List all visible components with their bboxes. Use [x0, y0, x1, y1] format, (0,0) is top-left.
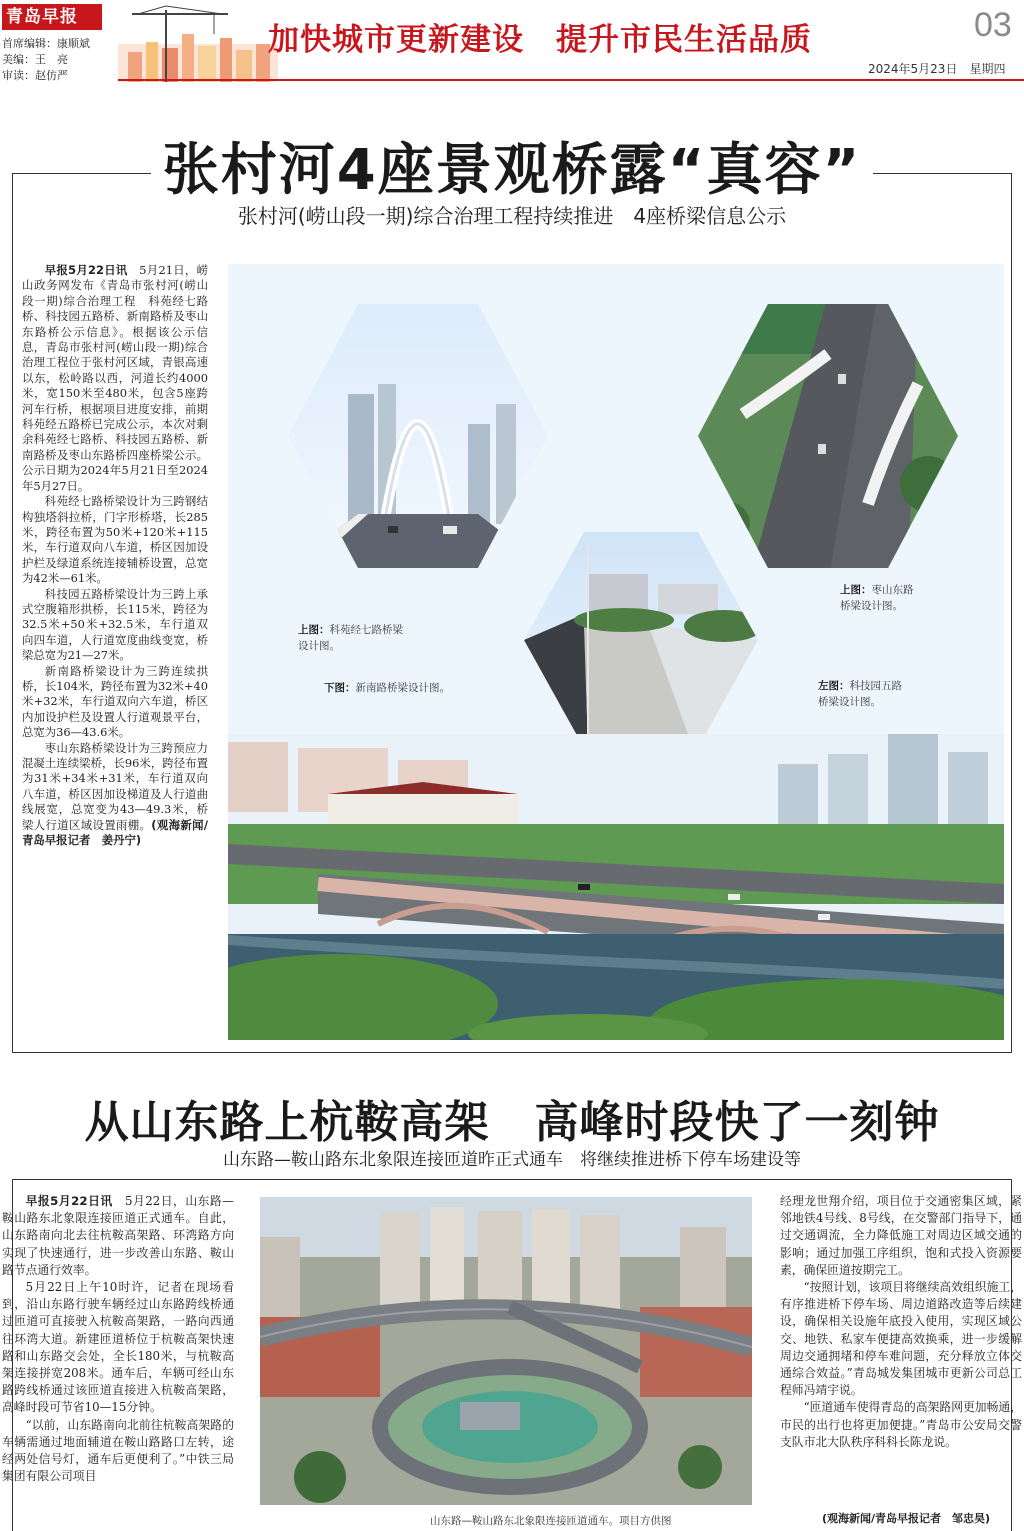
ramp-aerial-photo: [260, 1197, 752, 1505]
page-number: 03: [974, 6, 1012, 44]
article-2-paragraph: 经理龙世翔介绍，项目位于交通密集区域，紧邻地铁4号线、8号线，在交警部门指导下，通过交通调流，全力降低施工对周边区域交通的影响；通过加强工序组织，饱和式投入资源要素，确保匝道按期完工。: [780, 1194, 1022, 1277]
ramp-photo-caption: 山东路—鞍山路东北象限连接匝道通车。项目方供图: [430, 1515, 672, 1527]
article-2-paragraph: 早报5月22日讯 5月22日，山东路—鞍山路东北象限连接匝道正式通车。自此，山东路南向北去往杭鞍高架路、环湾路方向实现了快速通行，进一步改善山东路、鞍山路节点通行效率。: [2, 1194, 234, 1277]
issue-date: 2024年5月23日 星期四: [868, 62, 1006, 76]
article-2-headline: 从山东路上杭鞍高架 高峰时段快了一刻钟: [84, 1097, 940, 1148]
crane-skyline-icon: [118, 4, 278, 82]
article-1-paragraph: 早报5月22日讯 5月21日，崂山政务网发布《青岛市张村河(崂山段一期)综合治理工程 科苑经七路桥、科技园五路桥、新南路桥及枣山东路桥公示信息》。根据该公示信息，青岛市张村河(崂山段一期)综合治理工程位于张村河区域，青银高速以东，松岭路以西，河道长约4000米，宽150米至480米，包含5座跨河车行桥，根据项目进度安排，前期科苑经五路桥已完成公示，本次对剩余科苑经七路桥、科技园五路桥、新南路桥及枣山东路桥四座桥梁公示。公示日期为2024年5月21日至2024年5月27日。: [22, 263, 208, 493]
article-1-paragraph: 科苑经七路桥梁设计为三跨钢结构独塔斜拉桥，门字形桥塔，长285米，跨径布置为50米+120米+115米，车行道双向八车道，桥区因加设护栏及绿道系统连接辅桥设置，总宽为42米—61米。: [22, 494, 208, 586]
bridge-designs-photo: [228, 264, 1004, 1040]
article-1-body: [22, 263, 208, 848]
article-1-paragraph: 科技园五路桥梁设计为三跨上承式空腹箱形拱桥，长115米，跨径为32.5米+50米+32.5米，车行道双向四车道，人行道宽度曲线变宽，桥梁总宽为21—27米。: [22, 586, 208, 663]
article-2-paragraph: “按照计划，该项目将继续高效组织施工，有序推进桥下停车场、周边道路改造等后续建设，确保相关设施年底投入使用，实现区域公交、地铁、私家车便捷高效换乘，进一步缓解周边交通拥堵和停车难问题，充分释放立体交通综合效益。”青岛城发集团城市更新公司总工程师冯靖宇说。: [780, 1280, 1022, 1398]
editor-credits: [2, 36, 90, 84]
article-2-subheadline: 山东路—鞍山路东北象限连接匝道昨正式通车 将继续推进桥下停车场建设等: [223, 1150, 801, 1170]
article-2-byline: (观海新闻/青岛早报记者 邹忠昊): [822, 1512, 991, 1525]
editor-credit: 首席编辑：康顺斌: [2, 37, 90, 50]
article-2-paragraph: “以前，山东路南向北前往杭鞍高架路的车辆需通过地面辅道在鞍山路路口左转，途经两处信号灯，通车后更便利了。”中铁三局集团有限公司项目: [2, 1417, 234, 1484]
designer-credit: 美编：王 亮: [2, 53, 68, 66]
article-1-subheadline: 张村河(崂山段一期)综合治理工程持续推进 4座桥梁信息公示: [237, 204, 787, 228]
article-2-body-left: [2, 1193, 234, 1485]
caption-top-left: 上图：科苑经七路桥梁 设计图。: [298, 624, 403, 652]
article-2-paragraph: “匝道通车使得青岛的高架路网更加畅通，市民的出行也将更加便捷。”青岛市公安局交警支队市北大队秩序科科长陈龙说。: [780, 1400, 1022, 1449]
article-1-headline: 张村河4座景观桥露“真容”: [0, 126, 1024, 206]
xinnan-bridge-render: [228, 734, 1004, 1040]
caption-bottom-left: 下图：新南路桥梁设计图。: [324, 682, 450, 694]
proofreader-credit: 审读：赵仿严: [2, 69, 68, 82]
newspaper-logo: 青岛早报: [2, 4, 102, 30]
article-1-paragraph: 新南路桥梁设计为三跨连续拱桥，长104米，跨径布置为32米+40米+32米，车行道双向六车道，桥区内加设护栏及设置人行道观景平台，总宽为36—43.6米。: [22, 663, 208, 740]
header-rule: [118, 79, 1024, 81]
section-slogan: 加快城市更新建设 提升市民生活品质: [268, 22, 812, 58]
article-2-body-right: [780, 1193, 1022, 1451]
caption-top-right: 上图：枣山东路 桥梁设计图。: [840, 584, 914, 612]
article-2-paragraph: 5月22日上午10时许，记者在现场看到，沿山东路行驶车辆经过山东路跨线桥通过匝道可直接驶入杭鞍高架路，一路向西通往环湾大道。新建匝道桥位于杭鞍高架快速路和山东路交会处，全长180米，与杭鞍高架连接拼宽208米。通车后，车辆可经山东路跨线桥通过该匝道直接进入杭鞍高架路，高峰时段可节省10—15分钟。: [2, 1280, 234, 1415]
caption-bottom-right: 左图：科技园五路 桥梁设计图。: [818, 680, 902, 708]
ramp-aerial-illustration: [260, 1197, 752, 1505]
article-1-paragraph: 枣山东路桥梁设计为三跨预应力混凝土连续梁桥，长96米，跨径布置为31米+34米+31米，车行道双向八车道，桥区因加设梯道及人行道曲线展宽，总宽变为43—49.3米，桥梁人行道区域设置雨棚。(观海新闻/青岛早报记者 姜丹宁): [22, 740, 208, 848]
page-header: [0, 0, 1024, 92]
